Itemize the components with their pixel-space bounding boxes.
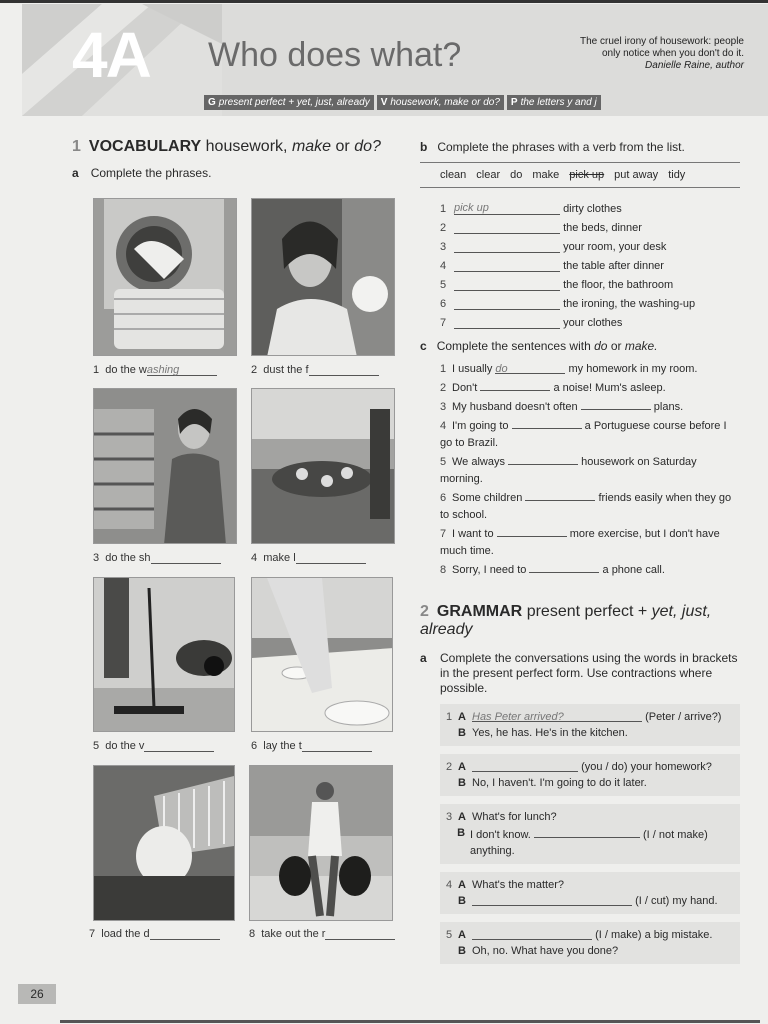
photo-caption-7 — [89, 928, 220, 940]
bracket-hint: (I / cut) my hand. — [635, 895, 718, 907]
sentence-pre: Sorry, I need to — [452, 564, 527, 576]
phrase-item — [420, 291, 740, 310]
phrase-text: the table after dinner — [563, 260, 664, 272]
word-item: tidy — [668, 169, 686, 181]
speaker-b: B — [457, 827, 466, 839]
answer-blank[interactable] — [147, 364, 217, 376]
topic-tags — [204, 95, 601, 110]
speaker-b: B — [458, 945, 466, 957]
answer-blank[interactable] — [472, 759, 578, 772]
phrase-text: the ironing, the washing-up — [563, 298, 696, 310]
sentence-pre: We always — [452, 456, 505, 468]
phrase-text: dirty clothes — [563, 203, 622, 215]
bracket-hint: (Peter / arrive?) — [645, 711, 722, 723]
photo-caption-2 — [251, 364, 379, 376]
item-number: 2 — [440, 382, 447, 394]
item-number: 3 — [446, 811, 453, 823]
instruction-or: or — [610, 339, 622, 353]
phrase-text: your room, your desk — [563, 241, 667, 253]
question-text: What's for lunch? — [472, 811, 557, 823]
answer-blank[interactable]: pick up — [454, 202, 560, 215]
sentence-post: housework on Saturday morning. — [440, 456, 697, 485]
exercise-1a-instruction — [72, 166, 402, 180]
answer-blank[interactable] — [480, 378, 550, 391]
caption-text: take out the r — [261, 928, 326, 940]
bottom-rule — [60, 1020, 760, 1023]
right-column — [420, 140, 740, 964]
answer-blank[interactable]: do — [495, 361, 565, 374]
section1-title — [72, 138, 402, 156]
photo-dusting — [251, 198, 395, 356]
answer-blank[interactable] — [454, 278, 560, 291]
caption-number: 4 — [251, 552, 258, 564]
answer-blank[interactable] — [454, 316, 560, 329]
phrase-text: the beds, dinner — [563, 222, 642, 234]
speaker-b: B — [458, 727, 466, 739]
answer-blank[interactable] — [454, 297, 560, 310]
page-title: Who does what? — [208, 36, 462, 74]
sentence-item — [420, 416, 740, 452]
answer-blank[interactable] — [534, 825, 640, 838]
answer-blank[interactable] — [497, 524, 567, 537]
item-number: 3 — [440, 241, 447, 253]
section-title-make: make — [291, 138, 332, 155]
section-title-italic: yet, just, already — [420, 603, 712, 638]
sentence-item — [420, 452, 740, 488]
item-number: 5 — [440, 279, 447, 291]
exercise-2a-instruction — [420, 651, 740, 696]
tag-letter: V — [380, 97, 388, 108]
answer-blank[interactable] — [144, 740, 214, 752]
sentence-pre: I'm going to — [452, 420, 509, 432]
answer-blank[interactable] — [296, 552, 366, 564]
caption-number: 8 — [249, 928, 256, 940]
phrase-item — [420, 196, 740, 215]
exercise-1c-instruction — [420, 339, 740, 353]
question-text: What's the matter? — [472, 879, 564, 891]
conversation-box — [440, 872, 740, 914]
sentence-post: more exercise, but I don't have much time. — [440, 528, 720, 557]
item-number: 2 — [440, 222, 447, 234]
tag-vocabulary — [377, 95, 504, 110]
answer-blank[interactable] — [150, 928, 220, 940]
section2-title — [420, 603, 740, 639]
answer-blank[interactable] — [512, 416, 582, 429]
caption-number: 7 — [89, 928, 96, 940]
sentence-item — [420, 524, 740, 560]
answer-blank[interactable] — [151, 552, 221, 564]
answer-blank[interactable]: Has Peter arrived? — [472, 709, 642, 722]
phrase-item — [420, 234, 740, 253]
sentence-pre: Don't — [452, 382, 478, 394]
caption-text: do the sh — [105, 552, 151, 564]
response-text: No, I haven't. I'm going to do it later. — [472, 777, 647, 789]
sentence-post: a noise! Mum's asleep. — [553, 382, 666, 394]
item-number: 7 — [440, 317, 447, 329]
sentence-item — [420, 560, 740, 579]
phrase-item — [420, 272, 740, 291]
speaker-a: A — [458, 761, 466, 773]
photo-caption-3 — [93, 552, 221, 564]
caption-text: dust the f — [263, 364, 309, 376]
item-number: 4 — [446, 879, 453, 891]
word-item: clear — [476, 169, 501, 181]
photo-rubbish — [249, 765, 393, 921]
answer-blank[interactable] — [302, 740, 372, 752]
photo-caption-8 — [249, 928, 395, 940]
photo-shopping — [93, 388, 237, 544]
answer-blank[interactable] — [454, 259, 560, 272]
word-item: do — [510, 169, 523, 181]
instruction-do: do — [594, 339, 608, 353]
sentence-post: plans. — [653, 401, 684, 413]
answer-blank[interactable] — [508, 452, 578, 465]
photo-laundry — [93, 198, 237, 356]
caption-text: do the w — [105, 364, 147, 376]
caption-number: 1 — [93, 364, 100, 376]
quote-line: The cruel irony of housework: people — [580, 36, 744, 47]
sentence-item — [420, 397, 740, 416]
answer-blank[interactable] — [454, 221, 560, 234]
answer-blank[interactable] — [472, 927, 592, 940]
section-number: 2 — [420, 603, 429, 620]
tag-text: present perfect + yet, just, already — [218, 97, 370, 108]
section-title-bold: VOCABULARY — [88, 138, 202, 155]
tag-letter: P — [510, 97, 518, 108]
photo-laying-table — [251, 577, 393, 732]
item-number: 8 — [440, 564, 447, 576]
item-number: 6 — [440, 492, 447, 504]
word-item: clean — [440, 169, 467, 181]
word-item-used: pick up — [569, 169, 605, 181]
caption-text: do the v — [105, 740, 145, 752]
instruction-text: Complete the sentences with — [436, 339, 591, 353]
sentence-pre: Some children — [452, 492, 523, 504]
exercise-letter: a — [72, 166, 79, 180]
phrase-text: your clothes — [563, 317, 623, 329]
item-number: 5 — [446, 929, 453, 941]
instruction-text: Complete the phrases with a verb from the list. — [437, 140, 685, 154]
section-title-text: housework, — [205, 138, 288, 155]
sentence-post: my homework in my room. — [568, 363, 698, 375]
answer-blank[interactable] — [309, 364, 379, 376]
phrase-item — [420, 215, 740, 234]
instruction-text: Complete the phrases. — [90, 166, 212, 180]
phrase-item — [420, 253, 740, 272]
item-number: 7 — [440, 528, 447, 540]
photo-cooking — [251, 388, 395, 544]
section-number: 1 — [72, 138, 81, 155]
tag-grammar — [204, 95, 374, 110]
caption-text: make l — [263, 552, 296, 564]
bracket-hint: (I / not make) anything. — [470, 829, 708, 857]
speaker-a: A — [458, 879, 466, 891]
item-number: 1 — [446, 711, 453, 723]
speaker-a: A — [458, 811, 466, 823]
phrase-item — [420, 310, 740, 329]
bracket-hint: (I / make) a big mistake. — [595, 929, 713, 941]
speaker-a: A — [458, 711, 466, 723]
sentence-item — [420, 378, 740, 397]
page-number: 26 — [18, 984, 56, 1004]
handwritten-answer: ashing — [146, 364, 180, 376]
photo-caption-5 — [93, 740, 214, 752]
caption-text: load the d — [101, 928, 150, 940]
sentence-post: a phone call. — [602, 564, 665, 576]
sentence-item — [420, 361, 740, 378]
item-number: 1 — [440, 363, 447, 375]
caption-number: 5 — [93, 740, 100, 752]
answer-blank[interactable] — [472, 893, 632, 906]
instruction-text: Complete the conversations using the words in brackets in the present perfect form. Use contractions where possible. — [440, 651, 738, 695]
caption-number: 6 — [251, 740, 258, 752]
exercise-letter: b — [420, 140, 428, 154]
item-number: 4 — [440, 260, 447, 272]
word-item: put away — [614, 169, 659, 181]
answer-blank[interactable] — [525, 488, 595, 501]
conversation-box — [440, 704, 740, 746]
caption-text: lay the t — [263, 740, 302, 752]
photo-caption-4 — [251, 552, 366, 564]
answer-blank[interactable] — [529, 560, 599, 573]
photo-vacuuming — [93, 577, 235, 732]
tag-text: housework, make or do? — [390, 97, 500, 108]
tag-pronunciation — [507, 95, 601, 110]
response-text: Yes, he has. He's in the kitchen. — [472, 727, 628, 739]
conversation-box — [440, 922, 740, 964]
photo-caption-6 — [251, 740, 372, 752]
caption-number: 2 — [251, 364, 258, 376]
word-item: make — [532, 169, 560, 181]
answer-blank[interactable] — [581, 397, 651, 410]
speaker-b: B — [458, 777, 466, 789]
section-title-text: present perfect + — [526, 603, 648, 620]
sentence-pre: I usually — [452, 363, 493, 375]
speaker-a: A — [458, 929, 466, 941]
top-rule — [0, 0, 768, 3]
conversation-box — [440, 754, 740, 796]
instruction-make: make. — [624, 339, 658, 353]
tag-letter: G — [208, 97, 216, 108]
item-number: 6 — [440, 298, 447, 310]
quote-line: only notice when you don't do it. — [601, 48, 744, 59]
quote-author: Danielle Raine, author — [645, 60, 744, 71]
answer-blank[interactable] — [454, 240, 560, 253]
section-title-do: do? — [354, 138, 381, 155]
response-text: Oh, no. What have you done? — [472, 945, 619, 957]
answer-blank[interactable] — [325, 928, 395, 940]
phrase-text: the floor, the bathroom — [563, 279, 674, 291]
section-title-or: or — [335, 138, 350, 155]
section-title-bold: GRAMMAR — [436, 603, 523, 620]
speaker-b: B — [458, 895, 466, 907]
bracket-hint: (you / do) your homework? — [581, 761, 712, 773]
sentence-post: a Portuguese course before I go to Brazil. — [440, 420, 727, 449]
exercise-letter: c — [420, 339, 427, 353]
photo-caption-1 — [93, 364, 217, 376]
item-number: 5 — [440, 456, 447, 468]
conversation-box — [440, 804, 740, 864]
sentence-pre: I want to — [452, 528, 494, 540]
item-number: 1 — [440, 203, 447, 215]
item-number: 2 — [446, 761, 453, 773]
item-number: 3 — [440, 401, 447, 413]
exercise-1b-instruction — [420, 140, 740, 154]
response-text: I don't know. — [470, 829, 531, 841]
sentence-post: friends easily when they go to school. — [440, 492, 732, 521]
unit-badge: 4A — [72, 19, 150, 91]
left-column — [72, 138, 402, 180]
header-quote — [504, 36, 744, 72]
sentence-item — [420, 488, 740, 524]
sentence-pre: My husband doesn't often — [452, 401, 578, 413]
item-number: 4 — [440, 420, 447, 432]
tag-text: the letters y and j — [520, 97, 597, 108]
word-list-box — [420, 162, 740, 188]
caption-number: 3 — [93, 552, 100, 564]
photo-dishwasher — [93, 765, 235, 921]
exercise-letter: a — [420, 651, 427, 665]
